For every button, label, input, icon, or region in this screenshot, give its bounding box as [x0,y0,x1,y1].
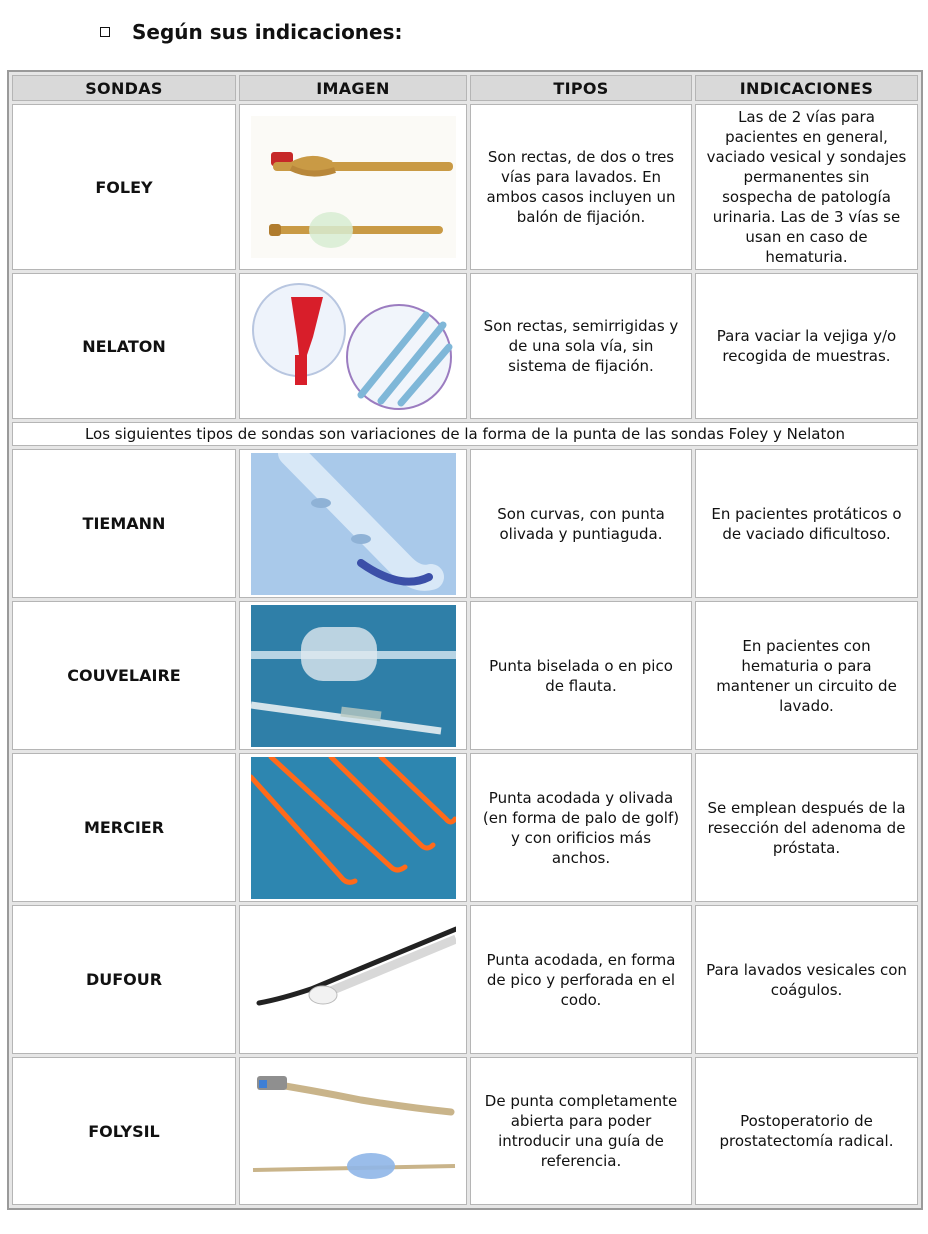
mercier-image [239,753,467,902]
header-indicaciones: INDICACIONES [695,75,918,101]
row-tipos [470,449,692,598]
nelaton-image [239,273,467,419]
row-name: DUFOUR [12,905,236,1054]
table-row [12,905,918,1054]
note-row [12,422,918,446]
row-name: TIEMANN [12,449,236,598]
folysil-image [239,1057,467,1205]
row-tipos-text: Punta acodada y olivada (en forma de palo de golf) y con orificios más anchos. [482,788,680,867]
row-indicaciones-text: Para vaciar la vejiga y/o recogida de muestras. [716,327,897,365]
row-tipos [470,273,692,419]
row-name: NELATON [12,273,236,419]
couvelaire-image [239,601,467,750]
tiemann-catheter-icon [251,453,456,595]
header-sondas: SONDAS [12,75,236,101]
couvelaire-catheter-icon [251,605,456,747]
foley-image [239,104,467,270]
mercier-catheter-icon [251,757,456,899]
header-row [12,75,918,101]
row-tipos [470,905,692,1054]
row-indicaciones-text: Se emplean después de la resección del adenoma de próstata. [707,798,906,857]
header-imagen: IMAGEN [239,75,467,101]
row-tipos-text: Son curvas, con punta olivada y puntiaguda. [497,504,665,543]
row-name: MERCIER [12,753,236,902]
nelaton-catheter-icon [251,275,456,417]
row-indicaciones [695,905,918,1054]
header-tipos: TIPOS [470,75,692,101]
section-heading [100,20,403,44]
row-indicaciones [695,601,918,750]
row-name: FOLEY [12,104,236,270]
folysil-catheter-icon [251,1060,456,1202]
row-name: COUVELAIRE [12,601,236,750]
checkbox-bullet-icon [100,27,110,37]
row-tipos-text: Son rectas, de dos o tres vías para lavados. En ambos casos incluyen un balón de fijación. [486,148,676,226]
row-tipos-text: Son rectas, semirrigidas y de una sola vía, sin sistema de fijación. [483,317,679,375]
heading-text: Según sus indicaciones: [132,20,403,44]
row-indicaciones [695,1057,918,1205]
row-indicaciones [695,449,918,598]
row-indicaciones [695,273,918,419]
row-tipos [470,104,692,270]
row-indicaciones-text: En pacientes protáticos o de vaciado dificultoso. [711,504,902,543]
row-indicaciones [695,104,918,270]
row-indicaciones-text: Postoperatorio de prostatectomía radical. [719,1112,894,1150]
row-name: FOLYSIL [12,1057,236,1205]
row-indicaciones-text: Para lavados vesicales con coágulos. [706,960,907,999]
table-row [12,601,918,750]
foley-catheter-icon [251,116,456,258]
table-row [12,753,918,902]
row-tipos-text: Punta acodada, en forma de pico y perforada en el codo. [486,950,676,1009]
dufour-catheter-icon [251,909,456,1051]
row-indicaciones [695,753,918,902]
row-indicaciones-text: En pacientes con hematuria o para mantener un circuito de lavado. [716,636,897,715]
row-tipos [470,753,692,902]
dufour-image [239,905,467,1054]
row-tipos-text: Punta biselada o en pico de flauta. [489,656,673,695]
row-tipos [470,1057,692,1205]
table-row [12,273,918,419]
table-row [12,449,918,598]
row-tipos-text: De punta completamente abierta para poder introducir una guía de referencia. [484,1092,678,1170]
variation-note: Los siguientes tipos de sondas son variaciones de la forma de la punta de las sondas Foley y Nelaton [12,422,918,446]
catheter-table [7,70,923,1210]
table-row [12,104,918,270]
row-indicaciones-text: Las de 2 vías para pacientes en general, vaciado vesical y sondajes permanentes sin sospecha de patología urinaria. Las de 3 vías se usan en caso de hematuria. [706,108,907,266]
table-row [12,1057,918,1205]
tiemann-image [239,449,467,598]
row-tipos [470,601,692,750]
